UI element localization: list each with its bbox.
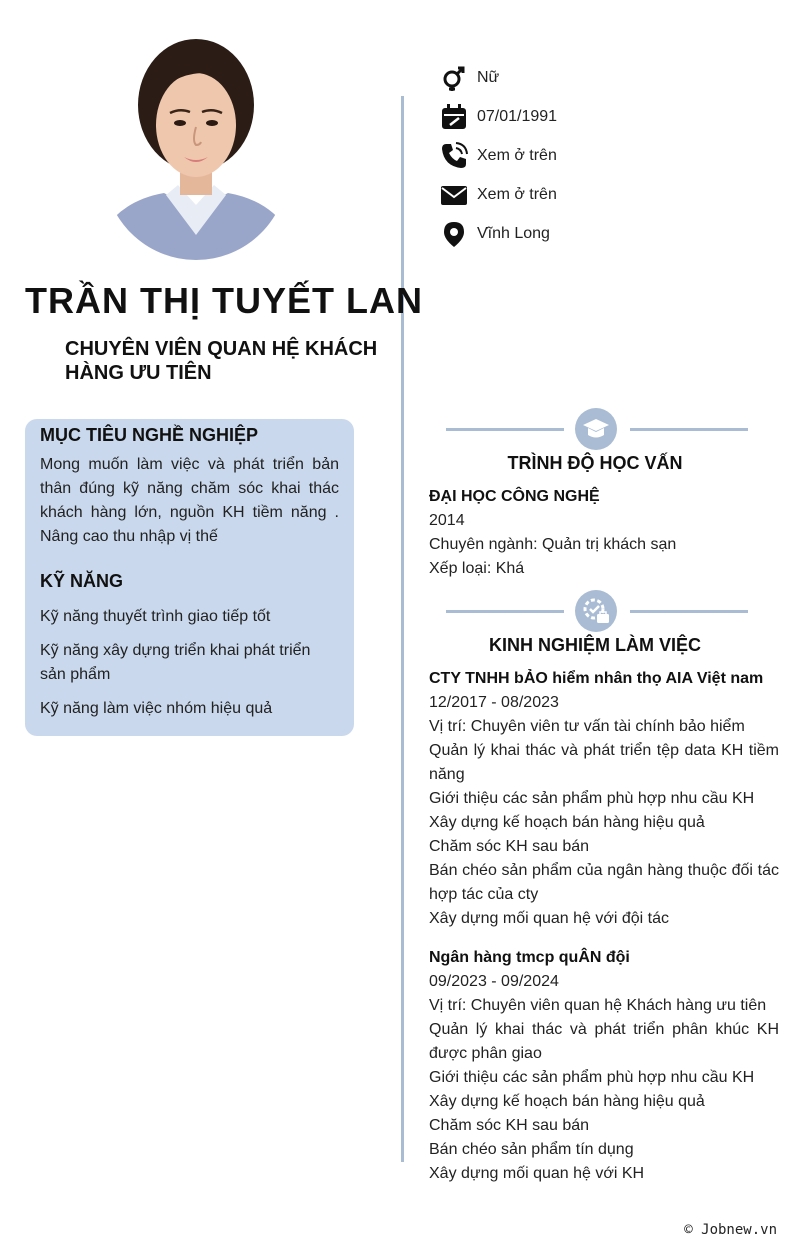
contact-gender <box>440 58 557 97</box>
job-line: Vị trí: Chuyên viên quan hệ Khách hàng ưu tiên <box>429 997 767 1014</box>
job-line: Xây dựng kế hoạch bán hàng hiệu quả <box>429 814 705 831</box>
contact-phone <box>440 136 557 175</box>
job-line: Vị trí: Chuyên viên tư vấn tài chính bảo hiểm <box>429 718 745 735</box>
job-line: Giới thiệu các sản phẩm phù hợp nhu cầu KH <box>429 790 755 807</box>
job-line: Chăm sóc KH sau bán <box>429 1117 590 1134</box>
skill-item: Kỹ năng làm việc nhóm hiệu quả <box>40 700 273 717</box>
job-company: CTY TNHH bẢO hiểm nhân thọ AIA Việt nam <box>429 670 764 687</box>
experience-heading: KINH NGHIỆM LÀM VIỆC <box>488 635 701 655</box>
objective-heading: MỤC TIÊU NGHỀ NGHIỆP <box>40 425 259 445</box>
section-rule <box>446 610 564 613</box>
section-rule <box>630 610 748 613</box>
contact-birthday <box>440 97 557 136</box>
contact-phone-text: Xem ở trên <box>477 146 557 164</box>
job-line: Quản lý khai thác và phát triển phân khúc KH được phân giao <box>429 1021 779 1062</box>
footer-credit: © Jobnew.vn <box>684 1222 777 1238</box>
objective-skills-card <box>25 419 354 736</box>
job-period: 12/2017 - 08/2023 <box>429 694 559 711</box>
location-icon <box>440 220 468 248</box>
job-line: Xây dựng mối quan hệ với đội tác <box>429 910 670 927</box>
objective-text: Mong muốn làm việc và phát triển bản thân đúng kỹ năng chăm sóc khai thác khách hàng lớn, nguồn KH tiềm năng . Nâng cao thu nhập vị thế <box>40 456 339 545</box>
vertical-divider <box>401 96 404 1162</box>
education-heading: TRÌNH ĐỘ HỌC VẤN <box>507 453 683 473</box>
email-icon <box>440 181 468 209</box>
job-line: Bán chéo sản phẩm tín dụng <box>429 1141 634 1158</box>
job-entry <box>429 667 779 931</box>
section-rule <box>446 428 564 431</box>
candidate-name: TRẦN THỊ TUYẾT LAN <box>25 280 423 321</box>
education-block <box>429 485 779 581</box>
job-line: Xây dựng mối quan hệ với KH <box>429 1165 645 1182</box>
contact-location <box>440 214 557 253</box>
job-line: Quản lý khai thác và phát triển tệp data KH tiềm năng <box>429 742 779 783</box>
candidate-title: CHUYÊN VIÊN QUAN HỆ KHÁCH HÀNG ƯU TIÊN <box>65 338 378 384</box>
education-year: 2014 <box>429 512 465 529</box>
gender-icon <box>440 64 468 92</box>
contact-list <box>440 58 557 253</box>
job-line: Giới thiệu các sản phẩm phù hợp nhu cầu KH <box>429 1069 755 1086</box>
skill-item: Kỹ năng thuyết trình giao tiếp tốt <box>40 608 271 625</box>
section-rule <box>630 428 748 431</box>
calendar-icon <box>440 103 468 131</box>
skill-item: Kỹ năng xây dựng triển khai phát triển sản phẩm <box>40 642 311 683</box>
job-entry <box>429 946 779 1186</box>
job-line: Xây dựng kế hoạch bán hàng hiệu quả <box>429 1093 705 1110</box>
job-line: Chăm sóc KH sau bán <box>429 838 590 855</box>
contact-gender-text: Nữ <box>477 68 500 86</box>
contact-email <box>440 175 557 214</box>
skills-heading: KỸ NĂNG <box>40 571 124 591</box>
graduation-cap-icon <box>575 408 617 450</box>
contact-email-text: Xem ở trên <box>477 185 557 203</box>
education-major: Chuyên ngành: Quản trị khách sạn <box>429 536 677 553</box>
education-school: ĐẠI HỌC CÔNG NGHỆ <box>429 488 600 505</box>
phone-icon <box>440 142 468 170</box>
job-line: Bán chéo sản phẩm của ngân hàng thuộc đối tác hợp tác của cty <box>429 862 779 903</box>
experience-block <box>429 667 779 1186</box>
contact-location-text: Vĩnh Long <box>477 224 550 242</box>
job-period: 09/2023 - 09/2024 <box>429 973 559 990</box>
education-grade: Xếp loại: Khá <box>429 560 525 577</box>
profile-photo <box>104 35 288 260</box>
contact-birthday-text: 07/01/1991 <box>477 107 558 125</box>
briefcase-gear-icon <box>575 590 617 632</box>
job-company: Ngân hàng tmcp quÂN đội <box>429 949 630 966</box>
